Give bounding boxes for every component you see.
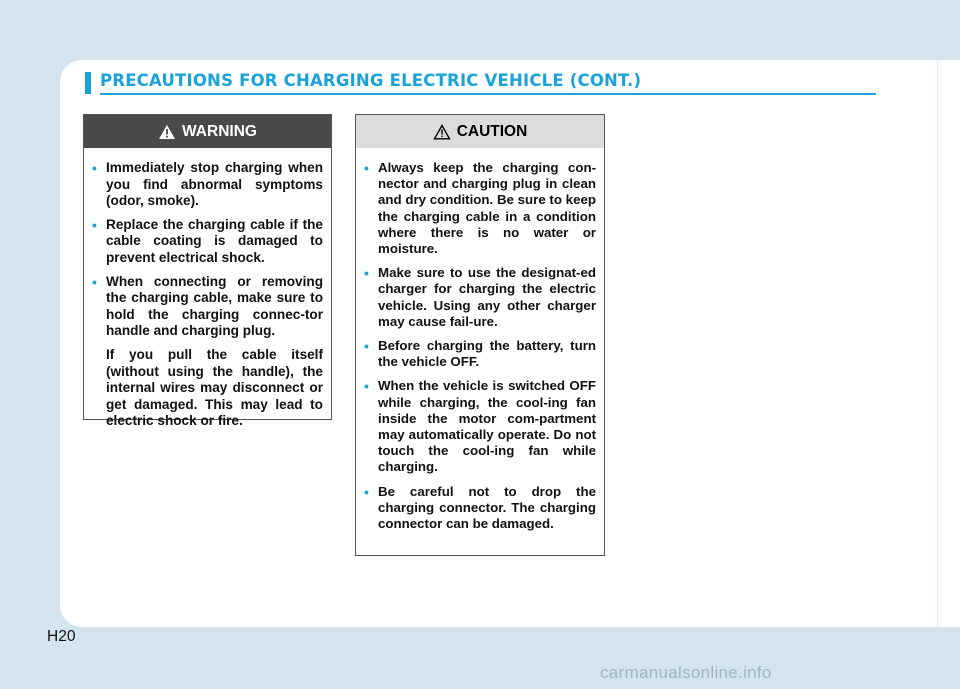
bullet-icon: • bbox=[364, 338, 369, 355]
bullet-icon: • bbox=[92, 160, 97, 176]
caution-label: CAUTION bbox=[456, 122, 528, 140]
warning-followup-text: If you pull the cable itself (without using the handle), the internal wires may disconnect or get damaged. This may lead to electric shock or fire. bbox=[106, 346, 323, 429]
warning-label: WARNING bbox=[182, 122, 257, 140]
bullet-icon: • bbox=[364, 378, 369, 395]
list-item-text: When the vehicle is switched OFF while charging, the cool-ing fan inside the motor com-partment may automatically operate. Do not touch the cool-ing fan while charging. bbox=[378, 378, 596, 475]
caution-header bbox=[356, 115, 604, 148]
list-item bbox=[364, 160, 596, 257]
warning-list bbox=[84, 148, 331, 340]
list-item bbox=[92, 274, 323, 340]
warning-box bbox=[83, 114, 332, 429]
warning-header bbox=[84, 115, 331, 148]
bullet-icon: • bbox=[92, 273, 97, 290]
bullet-icon: • bbox=[364, 483, 369, 500]
list-item-text: Be careful not to drop the charging connector. The charging connector can be damaged. bbox=[378, 483, 596, 532]
bullet-icon: • bbox=[364, 265, 369, 282]
list-item-text: Always keep the charging con-nector and charging plug in clean and dry condition. Be sure to keep the charging cable in a condition where there is no water or moisture. bbox=[378, 160, 596, 257]
page-number: H20 bbox=[47, 628, 76, 645]
list-item-text: Immediately stop charging when you find abnormal symptoms (odor, smoke). bbox=[106, 160, 323, 209]
list-item-text: Make sure to use the designat-ed charger for charging the electric vehicle. Using any other charger may cause fail-ure. bbox=[378, 265, 596, 329]
list-item bbox=[364, 338, 596, 370]
caution-triangle-icon bbox=[433, 124, 451, 140]
list-item bbox=[92, 160, 323, 210]
bullet-icon: • bbox=[364, 160, 369, 176]
list-item bbox=[92, 217, 323, 267]
list-item bbox=[364, 378, 596, 475]
page-edge-line bbox=[937, 60, 938, 627]
bullet-icon: • bbox=[92, 216, 97, 233]
title-accent-bar bbox=[85, 72, 91, 94]
list-item-text: Before charging the battery, turn the vehicle OFF. bbox=[378, 338, 596, 370]
list-item bbox=[364, 484, 596, 533]
warning-triangle-icon bbox=[158, 124, 176, 140]
caution-box bbox=[355, 114, 605, 556]
section-title: PRECAUTIONS FOR CHARGING ELECTRIC VEHICLE (CONT.) bbox=[100, 71, 642, 90]
title-underline bbox=[100, 93, 876, 95]
watermark-text[interactable]: carmanualsonline.info bbox=[600, 663, 772, 682]
list-item-text: Replace the charging cable if the cable coating is damaged to prevent electrical shock. bbox=[106, 216, 323, 265]
list-item-text: When connecting or removing the charging cable, make sure to hold the charging connec-tor handle and charging plug. bbox=[106, 273, 323, 339]
list-item bbox=[364, 265, 596, 330]
caution-list bbox=[356, 148, 604, 532]
